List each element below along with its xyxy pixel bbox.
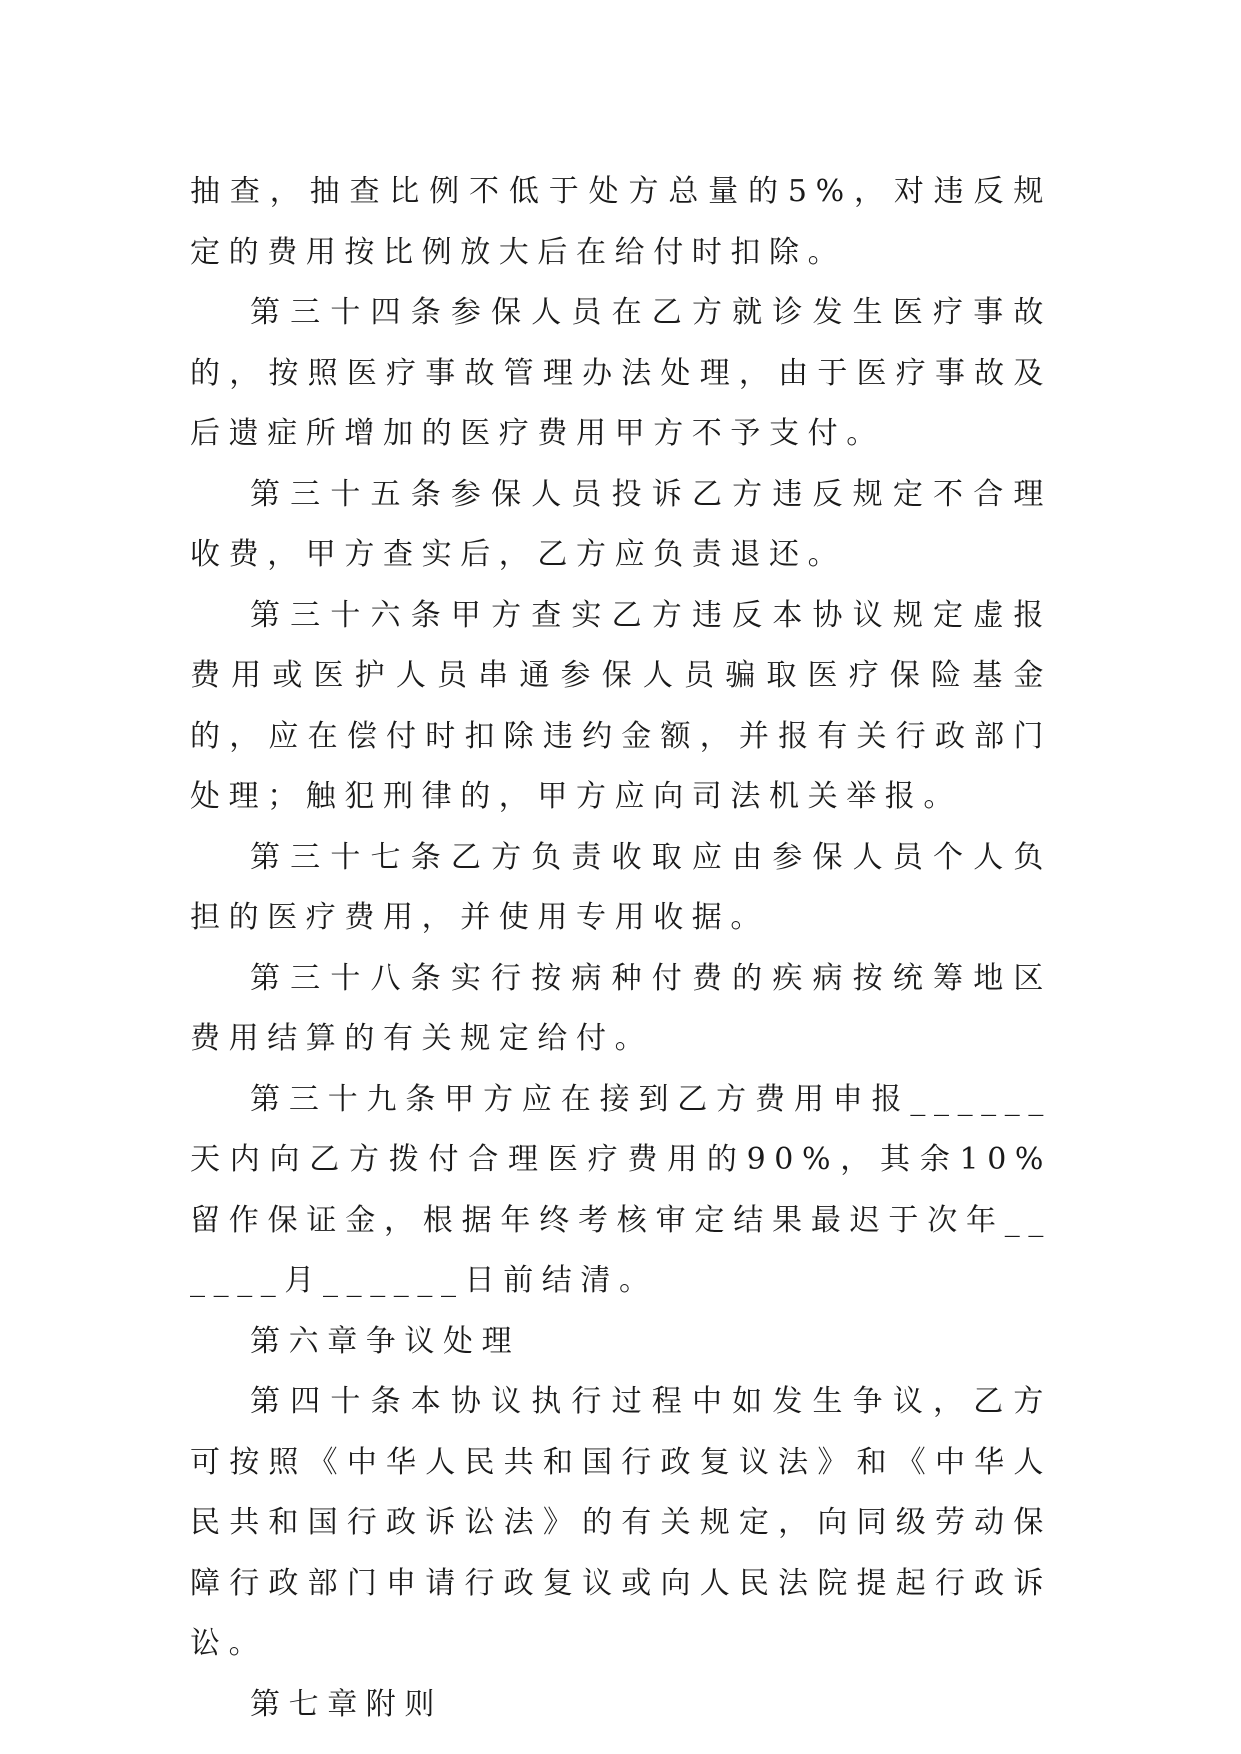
paragraph-article-35: 第三十五条参保人员投诉乙方违反规定不合理收费，甲方查实后，乙方应负责退还。 — [190, 476, 1052, 572]
paragraph-article-38: 第三十八条实行按病种付费的疾病按统筹地区费用结算的有关规定给付。 — [190, 960, 1052, 1056]
paragraph-article-40: 第四十条本协议执行过程中如发生争议，乙方可按照《中华人民共和国行政复议法》和《中华人民共和国行政诉讼法》的有关规定，向同级劳动保障行政部门申请行政复议或向人民法院提起行政诉讼。 — [190, 1384, 1052, 1661]
chapter-6-heading: 第六章争议处理 — [250, 1323, 521, 1359]
document-body — [190, 162, 1052, 1735]
paragraph-article-36: 第三十六条甲方查实乙方违反本协议规定虚报费用或医护人员串通参保人员骗取医疗保险基金的，应在偿付时扣除违约金额，并报有关行政部门处理；触犯刑律的，甲方应向司法机关举报。 — [190, 597, 1052, 814]
paragraph-spot-check-continuation: 抽查，抽查比例不低于处方总量的5%，对违反规定的费用按比例放大后在给付时扣除。 — [190, 174, 1052, 270]
paragraph-article-37: 第三十七条乙方负责收取应由参保人员个人负担的医疗费用，并使用专用收据。 — [190, 839, 1052, 935]
paragraph-article-39: 第三十九条甲方应在接到乙方费用申报______天内向乙方拨付合理医疗费用的90%，其余10%留作保证金，根据年终考核审定结果最迟于次年______月______日前结清。 — [190, 1081, 1052, 1298]
paragraph-article-34: 第三十四条参保人员在乙方就诊发生医疗事故的，按照医疗事故管理办法处理，由于医疗事故及后遗症所增加的医疗费用甲方不予支付。 — [190, 295, 1052, 451]
chapter-7-heading: 第七章附则 — [250, 1686, 443, 1722]
